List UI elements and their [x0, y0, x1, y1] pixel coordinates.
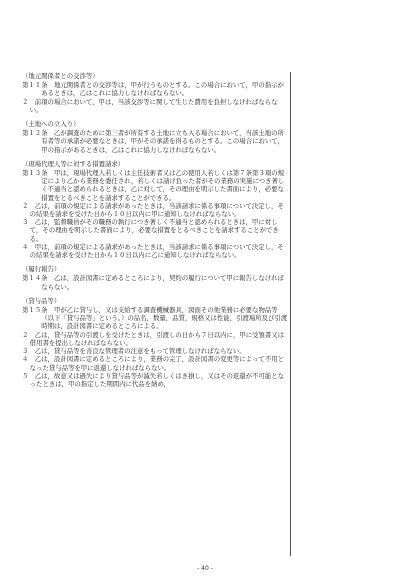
article-paragraph: ５ 乙は，故意又は過失により貸与品等が滅失若しくはき損し，又はその返還が不可能となったときは，甲の指定した期間内に代品を納め， — [22, 371, 285, 388]
article-paragraph: ２ 前項の場合において，甲は，当該交渉等に関して生じた費用を負担しなければならない。 — [22, 97, 278, 114]
article-paragraph: ２ 乙は，前項の規定による請求があったときは，当該請求に係る事項について決定し，その結果を請求を受けた日から１０日以内に甲に通知しなければならない。 — [22, 201, 284, 219]
article-text: 第１１条 地元関係者との交渉等は，甲が行うものとする。この場合において，甲の指示があるときは，乙はこれに協力しなければならない。 — [22, 81, 284, 98]
article-heading: （履行報告） — [22, 265, 61, 274]
article-text: 第１４条 乙は，設計図書に定めるところにより，契約の履行について甲に報告しなければならない。 — [22, 274, 284, 291]
article-paragraph: ４ 乙は，設計図書に定めるところにより，業務の完了，設計図書の変更等によって不用となった貸与品等を甲に返還しなければならない。 — [22, 355, 285, 372]
article-heading: （地元関係者との交渉等） — [22, 72, 99, 80]
article-section — [22, 72, 288, 114]
article-section — [22, 120, 288, 154]
document-body — [22, 72, 288, 394]
article-paragraph: ３ 乙は，貸与品等を善良な管理者の注意をもって管理しなければならない。 — [22, 347, 246, 356]
article-heading: （貸与品等） — [22, 296, 61, 305]
article-section — [22, 265, 288, 291]
article-paragraph: ３ 乙は，監督職員がその職務の執行につき著しく不適当と認められるときは，甲に対して，その理由を明示した書面により，必要な措置をとるべきことを請求することができる。 — [22, 218, 279, 243]
article-heading: （現場代理人等に対する措置請求） — [22, 159, 125, 168]
article-heading: （土地への立入り） — [22, 120, 80, 129]
margin-rule — [290, 72, 291, 556]
article-paragraph: ４ 甲は，前項の規定による請求があったときは，当該請求に係る事項について決定し，その結果を請求を受けた日から１０日以内に乙に通知しなければならない。 — [22, 242, 284, 260]
article-text: 第１３条 甲は，現場代理人若しくは主任技術者又は乙の使用人若しくは第７条第３項の規定により乙から業務を委任され，若しくは請け負った者がその業務の実施につき著しく不適当と認められるときは，乙に対して，その理由を明示した書面により，必要な措置をとるべきことを請求することができる。 — [22, 169, 285, 202]
page-number: - 40 - — [197, 565, 213, 572]
article-section — [22, 297, 288, 388]
article-text: 第１５条 甲が乙に貸与し，又は支給する調査機械器具，図面その他業務に必要な物品等（以下「貸与品等」という。）の品名，数量，品質，規格又は性能，引渡場所及び引渡時期は，設計図書に定めるところによる。 — [22, 306, 288, 331]
article-paragraph: ２ 乙は，貸与品等の引渡しを受けたときは，引渡しの日から７日以内に，甲に受領書又は借用書を提出しなければならない。 — [22, 330, 285, 347]
article-text: 第１２条 乙が調査のために第三者が所有する土地に立ち入る場合において，当該土地の所有者等の承諾が必要なときは，甲がその承諾を得るものとする。この場合において，甲の指示があるときは，乙はこれに協力しなければならない。 — [22, 129, 284, 154]
article-section — [22, 160, 288, 259]
